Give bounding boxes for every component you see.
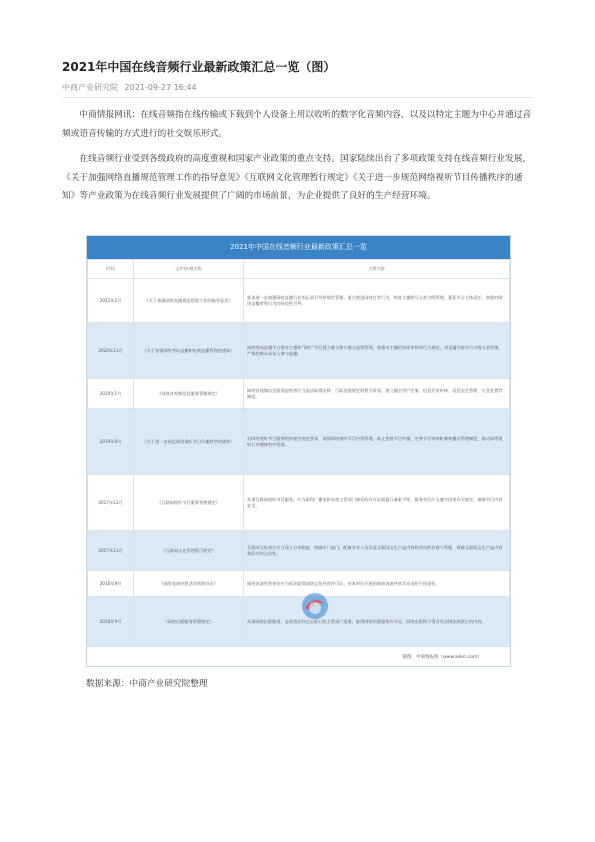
row-content: 网络音视频信息服务提供者应当依法取得法律、行政法规规定的相关资质，建立健全用户注册、信息发布审核、信息安全管理、应急处置等制度。: [244, 379, 510, 409]
policy-table-figure: [86, 235, 511, 667]
row-date: 2016年9月: [88, 571, 134, 597]
article-title: 2021年中国在线音频行业最新政策汇总一览（图）: [62, 60, 336, 74]
row-name: 《网络表演经营活动管理办法》: [134, 571, 244, 597]
article-source[interactable]: 中商产业研究院: [62, 83, 118, 92]
title-divider: [62, 97, 533, 98]
table-header-row: [88, 260, 510, 279]
row-date: 2020年11月: [88, 323, 134, 379]
intro-paragraph: 中商情报网讯：在线音频指在线传输或下载到个人设备上用以收听的数字化音频内容，以及以特定主题为中心并通过音频或语音传输的方式进行的社交娱乐形式。: [62, 110, 532, 139]
row-content: 从事互联网视听节目服务，应当取得广播电影电视主管部门颁发的许可证或履行备案手续，服务单位应当遵守国家有关规定，保障节目内容安全。: [244, 475, 510, 531]
policy-table: [87, 259, 510, 647]
row-name: 《关于加强网络直播规范管理工作的指导意见》: [134, 279, 244, 323]
row-content: 互联网文化单位应当建立自审制度，明确专门部门，配备专业人员负责互联网文化产品内容和活动的自查与管理，保障互联网文化产品内容和活动的合法性。: [244, 531, 510, 571]
table-row: [88, 409, 510, 475]
article-datetime: 2021-09-27 16:44: [124, 83, 197, 92]
table-row: [88, 279, 510, 323]
row-name: 《关于进一步规范网络视听节目传播秩序的通知》: [134, 409, 244, 475]
row-content: 对网络视听节目服务机构提出规范要求，加强网络视听节目内容管理，防止违规节目传播，完善节目审核机制和播出管理制度，推动网络视听行业健康有序发展。: [244, 409, 510, 475]
article-meta: [62, 82, 201, 93]
table-row: [88, 531, 510, 571]
figure-credit: 制图：中商情报网（www.askci.com）: [402, 655, 482, 660]
header-date: 时间: [88, 260, 134, 279]
row-content: 网络表演经营单位应当依法取得网络文化经营许可证，对本单位开展的网络表演经营活动承担主体责任。: [244, 571, 510, 597]
row-content: 网络秀场直播平台要对主播和“网红”节目建立健全和实施全流程管理，加强对主播的资质审核和行为规范，对直播内容实行分级分类管理，严格控制未成年人参与直播。: [244, 323, 510, 379]
watermark-logo-icon: [299, 590, 331, 622]
row-date: 2021年2月: [88, 279, 134, 323]
row-name: 《网络音视频信息服务管理规定》: [134, 379, 244, 409]
table-row: [88, 475, 510, 531]
row-name: 《互联网文化管理暂行规定》: [134, 531, 244, 571]
row-name: 《互联网视听节目服务管理规定》: [134, 475, 244, 531]
row-name: 《关于加强网络秀场直播和电商直播管理的通知》: [134, 323, 244, 379]
data-source-note: 数据来源：中商产业研究院整理: [86, 679, 208, 689]
table-row: [88, 379, 510, 409]
table-row: [88, 323, 510, 379]
row-date: 2016年9月: [88, 597, 134, 647]
figure-title: 2021年中国在线音频行业最新政策汇总一览: [87, 236, 510, 259]
row-date: 2017年12月: [88, 475, 134, 531]
row-name: 《网络出版服务管理规定》: [134, 597, 244, 647]
row-content: 从事网络出版服务，必须依法经过出版行政主管部门批准，取得网络出版服务许可证，网络出版物不得含有法律法规禁止的内容。: [244, 597, 510, 647]
header-name: 文件/法规名称: [134, 260, 244, 279]
header-content: 主要内容: [244, 260, 510, 279]
row-date: 2017年11月: [88, 531, 134, 571]
policy-paragraph: 在线音频行业受到各级政府的高度重视和国家产业政策的重点支持。国家陆续出台了多项政策支持在线音频行业发展，《关于加强网络直播规范管理工作的指导意见》《互联网文化管理暂行规定》《关于进一步规范网络视听节目传播秩序的通知》等产业政策为在线音频行业发展提供了广阔的市场前景，为企业提供了良好的生产经营环境。: [62, 154, 532, 201]
row-content: 要求进一步加强网络直播行业的正面引导和规范管理，重点规范网络打赏行为，推进主播账号分类分级管理，强化平台主体责任，加强对网络直播营利行为的规范性引导。: [244, 279, 510, 323]
row-date: 2020年1月: [88, 379, 134, 409]
row-date: 2019年8月: [88, 409, 134, 475]
